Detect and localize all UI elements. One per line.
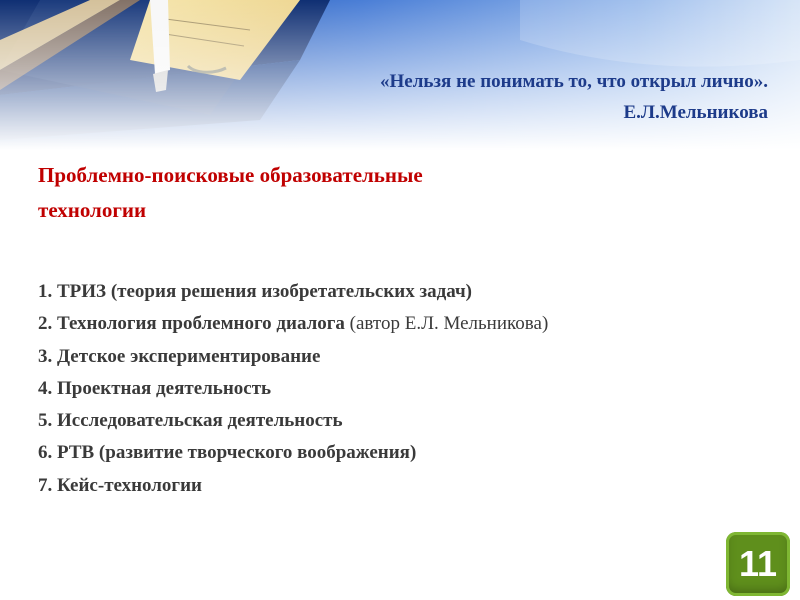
- page-number-badge: [726, 532, 790, 596]
- epigraph-author: Е.Л.Мельникова: [623, 102, 768, 123]
- list-item-title: 6. РТВ (развитие творческого воображения): [38, 442, 417, 464]
- quote-block: [380, 66, 768, 128]
- list-item-title: 5. Исследовательская деятельность: [38, 410, 343, 432]
- list-item-title: 1. ТРИЗ (теория решения изобретательских задач): [38, 281, 472, 302]
- list-item-title: 7. Кейс-технологии: [38, 474, 202, 496]
- slide-heading: [38, 158, 718, 228]
- list-item: [38, 373, 688, 405]
- list-item: [38, 308, 688, 340]
- list-item-title: 3. Детское экспериментирование: [38, 345, 321, 367]
- list-item: [38, 341, 688, 373]
- technology-list: [38, 276, 688, 502]
- slide-heading-line-2: технологии: [38, 198, 147, 222]
- page-number: 11: [738, 543, 778, 584]
- epigraph-quote: «Нельзя не понимать то, что открыл лично».: [380, 71, 768, 92]
- list-item: [38, 437, 688, 469]
- list-item-note: (автор Е.Л. Мельникова): [344, 313, 549, 335]
- list-item-title: 4. Проектная деятельность: [38, 377, 272, 399]
- list-item: [38, 405, 688, 437]
- list-item: [38, 470, 688, 502]
- slide-heading-line-1: Проблемно-поисковые образовательные: [38, 163, 423, 187]
- list-item-title: 2. Технология проблемного диалога: [38, 313, 345, 335]
- list-item: [38, 276, 688, 308]
